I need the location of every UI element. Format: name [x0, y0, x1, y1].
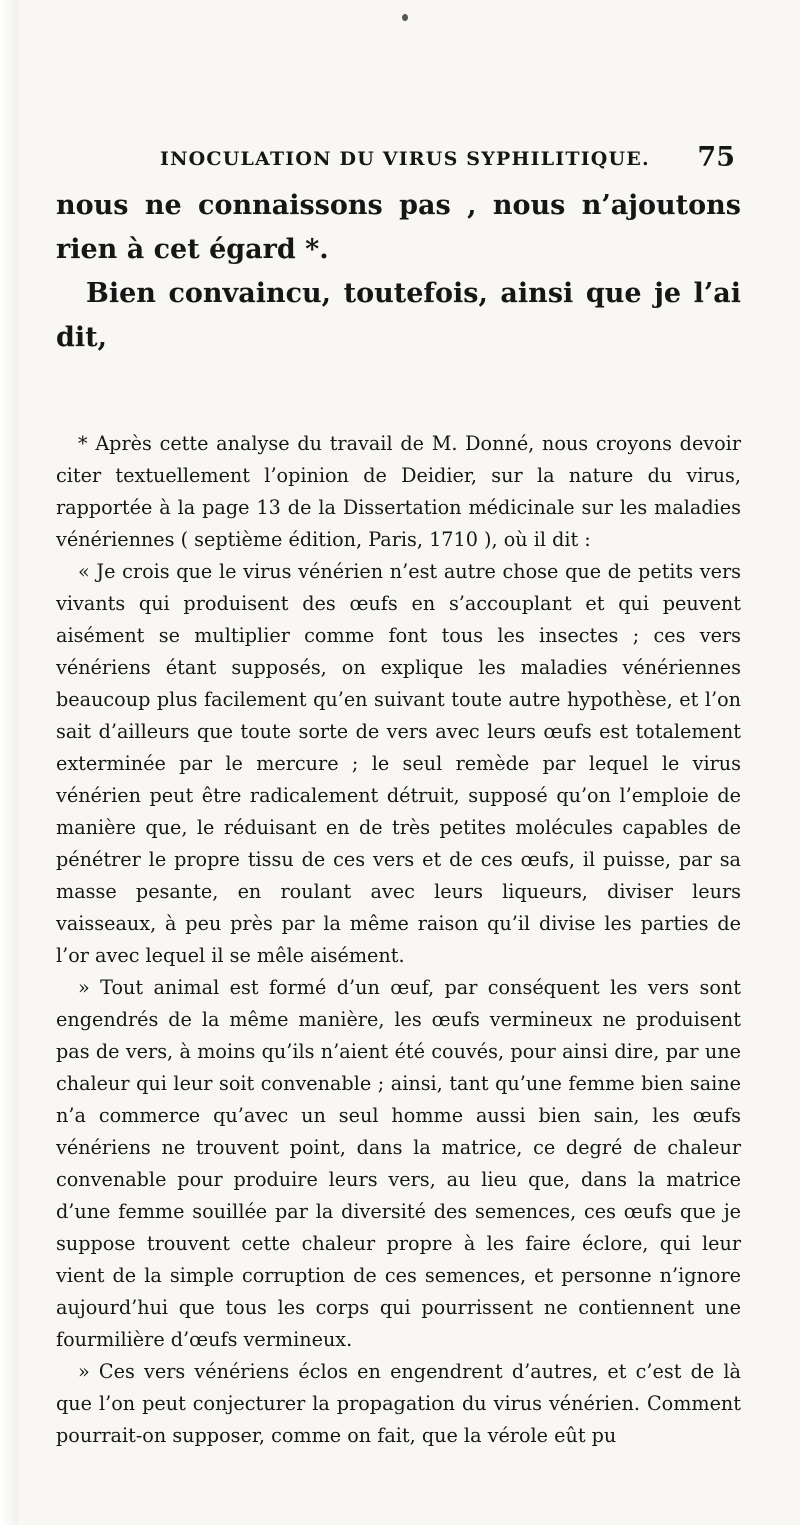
running-title: INOCULATION DU VIRUS SYPHILITIQUE.: [160, 148, 650, 170]
footnote-quote-paragraph: » Ces vers vénériens éclos en engendrent d’autres, et c’est de là que l’on peut conjecturer la propagation du virus vénérien. Comment pourrait-on supposer, comme on fait, que la vérole eût pu: [56, 1360, 741, 1447]
page-content: [56, 140, 741, 1452]
main-paragraph: Bien convaincu, toutefois, ainsi que je l’ai dit,: [56, 278, 741, 353]
main-paragraph: nous ne connaissons pas , nous n’ajoutons rien à cet égard *.: [56, 190, 741, 265]
footnote-quote-paragraph: « Je crois que le virus vénérien n’est autre chose que de petits vers vivants qui produisent des œufs en s’accouplant et qui peuvent aisément se multiplier comme font tous les insectes ; ces vers vénériens étant supposés, on explique les maladies vénériennes beaucoup plus facilement qu’en suivant toute autre hypothèse, et l’on sait d’ailleurs que toute sorte de vers avec leurs œufs est totalement exterminée par le mercure ; le seul remède par lequel le virus vénérien peut être radicalement détruit, supposé qu’on l’emploie de manière que, le réduisant en de très petites molécules capables de pénétrer le propre tissu de ces vers et de ces œufs, il puisse, par sa masse pesante, en roulant avec leurs liqueurs, diviser leurs vaisseaux, à peu près par la même raison qu’il divise les parties de l’or avec lequel il se mêle aisément.: [56, 560, 741, 967]
footnote-quote-paragraph: » Tout animal est formé d’un œuf, par conséquent les vers sont engendrés de la même manière, les œufs vermineux ne produisent pas de vers, à moins qu’ils n’aient été couvés, pour ainsi dire, par une chaleur qui leur soit convenable ; ainsi, tant qu’une femme bien saine n’a commerce qu’avec un seul homme aussi bien sain, les œufs vénériens ne trouvent point, dans la matrice, ce degré de chaleur convenable pour produire leurs vers, au lieu que, dans la matrice d’une femme souillée par la diversité des semences, ces œufs que je suppose trouvent cette chaleur propre à les faire éclore, qui leur vient de la simple corruption de ces semences, et personne n’ignore aujourd’hui que tous les corps qui pourrissent ne contiennent une fourmilière d’œufs vermineux.: [56, 976, 741, 1351]
ink-speck: [402, 14, 408, 21]
page-number: 75: [697, 142, 735, 173]
footnote: [56, 428, 741, 1452]
scan-edge: [0, 0, 18, 1525]
main-text: [56, 184, 741, 360]
footnote-intro: * Après cette analyse du travail de M. Donné, nous croyons devoir citer textuellement l’opinion de Deidier, sur la nature du virus, rapportée à la page 13 de la Dissertation médicinale sur les maladies vénériennes ( septième édition, Paris, 1710 ), où il dit :: [56, 432, 741, 551]
running-head: [56, 140, 741, 180]
section-gap: [56, 360, 741, 428]
